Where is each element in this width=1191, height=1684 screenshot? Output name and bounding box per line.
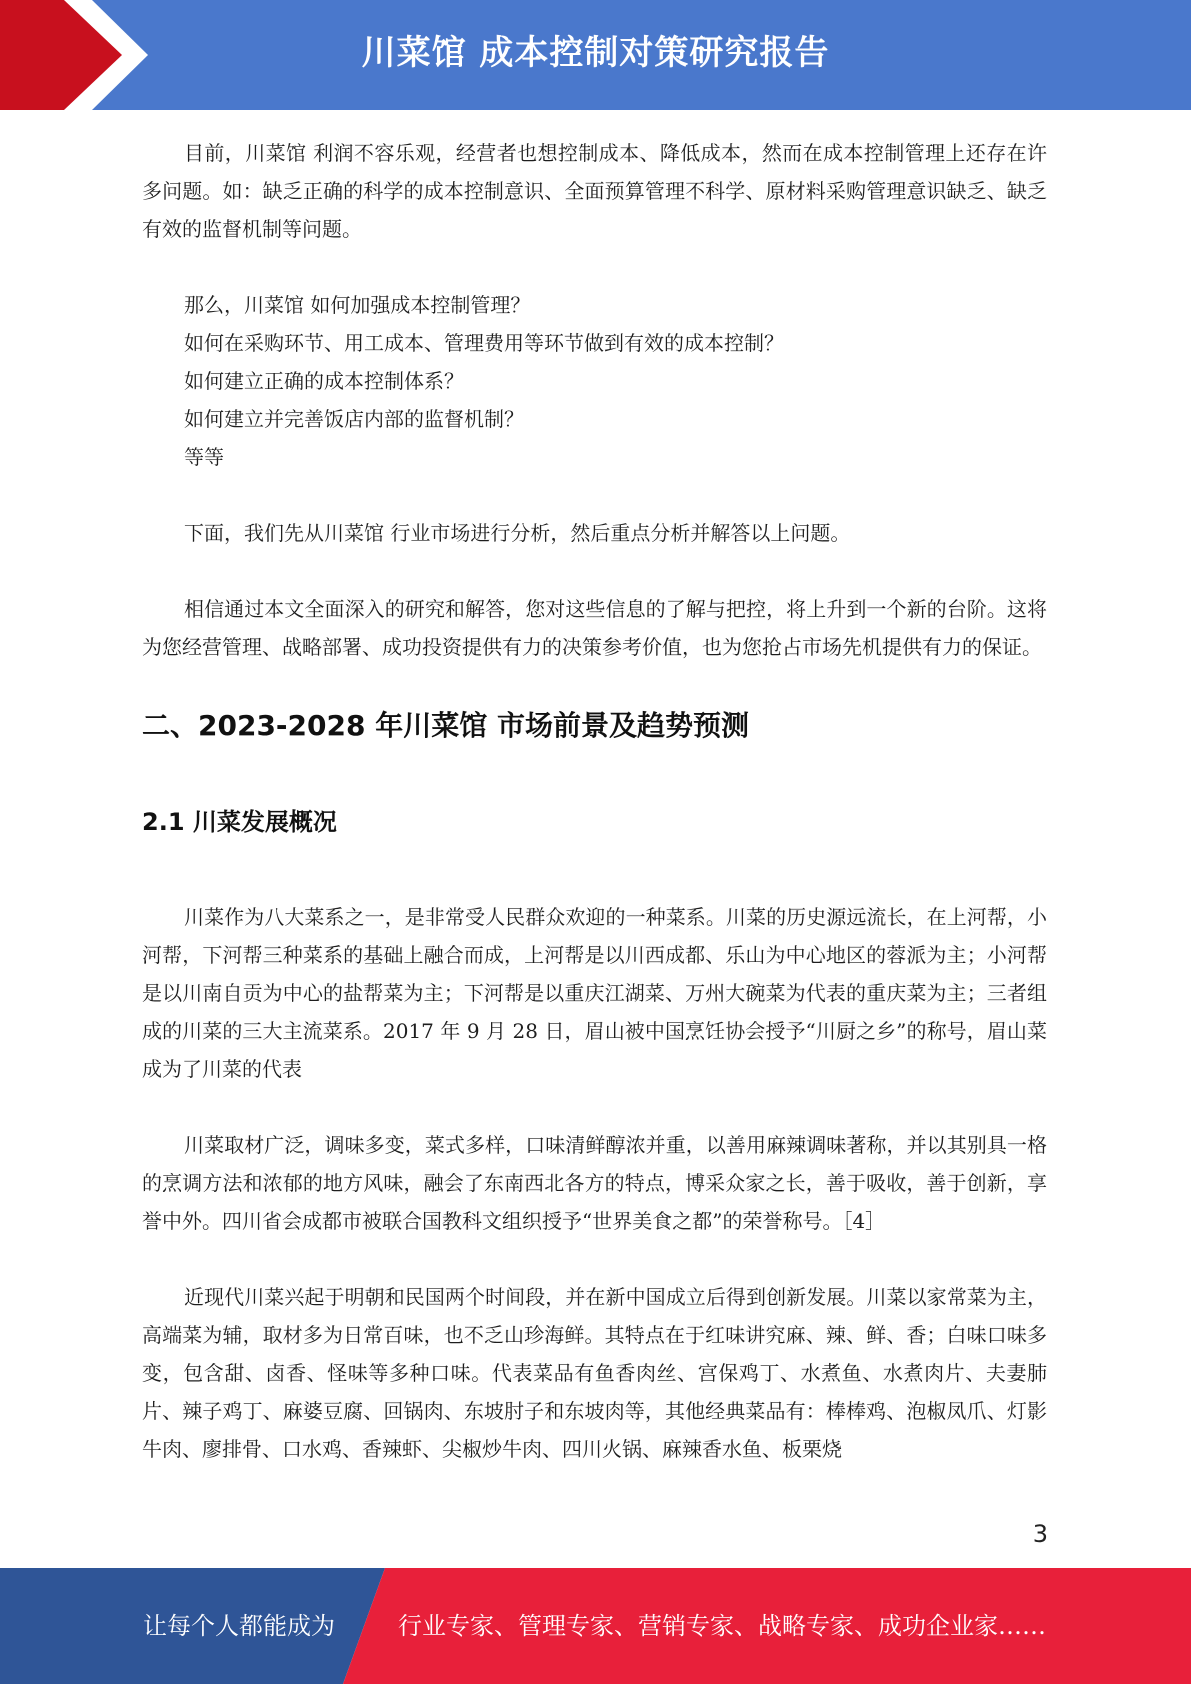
section-heading: 二、2023-2028 年川菜馆 市场前景及趋势预测 [142,709,749,742]
page-content [142,134,1047,1468]
footer-slogan-right: 行业专家、管理专家、营销专家、战略专家、成功企业家…… [398,1612,1046,1640]
question-4: 如何建立并完善饭店内部的监督机制？ [184,407,524,431]
section-paragraph-1: 川菜作为八大菜系之一，是非常受人民群众欢迎的一种菜系。川菜的历史源远流长，在上河帮，小河帮，下河帮三种菜系的基础上融合而成，上河帮是以川西成都、乐山为中心地区的蓉派为主；小河帮是以川南自贡为中心的盐帮菜为主；下河帮是以重庆江湖菜、万州大碗菜为代表的重庆菜为主；三者组成的川菜的三大主流菜系。2017 年 9 月 28 日，眉山被中国烹饪协会授予“川厨之乡”的称号，眉山菜成为了川菜的代表 [142,905,1047,1081]
section-paragraph-2: 川菜取材广泛，调味多变，菜式多样，口味清鲜醇浓并重，以善用麻辣调味著称，并以其别具一格的烹调方法和浓郁的地方风味，融会了东南西北各方的特点，博采众家之长，善于吸收，善于创新，享誉中外。四川省会成都市被联合国教科文组织授予“世界美食之都”的荣誉称号。［4］ [142,1133,1047,1233]
question-3: 如何建立正确的成本控制体系？ [184,369,464,393]
header-band [0,0,1191,110]
question-etc: 等等 [184,445,224,469]
question-1: 那么，川菜馆 如何加强成本控制管理？ [184,293,531,317]
footer-band [0,1568,1191,1684]
page-number: 3 [1032,1520,1048,1548]
question-2: 如何在采购环节、用工成本、管理费用等环节做到有效的成本控制？ [184,331,784,355]
intro-paragraph-1: 目前，川菜馆 利润不容乐观，经营者也想控制成本、降低成本，然而在成本控制管理上还存在许多问题。如：缺乏正确的科学的成本控制意识、全面预算管理不科学、原材料采购管理意识缺乏、缺乏有效的监督机制等问题。 [142,141,1047,241]
report-title: 川菜馆 成本控制对策研究报告 [361,33,830,73]
intro-paragraph-3: 相信通过本文全面深入的研究和解答，您对这些信息的了解与把控，将上升到一个新的台阶。这将为您经营管理、战略部署、成功投资提供有力的决策参考价值，也为您抢占市场先机提供有力的保证。 [142,597,1047,659]
subsection-heading: 2.1 川菜发展概况 [142,808,337,836]
section-paragraph-3: 近现代川菜兴起于明朝和民国两个时间段，并在新中国成立后得到创新发展。川菜以家常菜为主，高端菜为辅，取材多为日常百味，也不乏山珍海鲜。其特点在于红味讲究麻、辣、鲜、香；白味口味多变，包含甜、卤香、怪味等多种口味。代表菜品有鱼香肉丝、宫保鸡丁、水煮鱼、水煮肉片、夫妻肺片、辣子鸡丁、麻婆豆腐、回锅肉、东坡肘子和东坡肉等，其他经典菜品有：棒棒鸡、泡椒凤爪、灯影牛肉、廖排骨、口水鸡、香辣虾、尖椒炒牛肉、四川火锅、麻辣香水鱼、板栗烧 [142,1285,1047,1461]
footer-slogan-left: 让每个人都能成为 [143,1612,335,1640]
intro-paragraph-2: 下面，我们先从川菜馆 行业市场进行分析，然后重点分析并解答以上问题。 [184,521,851,545]
